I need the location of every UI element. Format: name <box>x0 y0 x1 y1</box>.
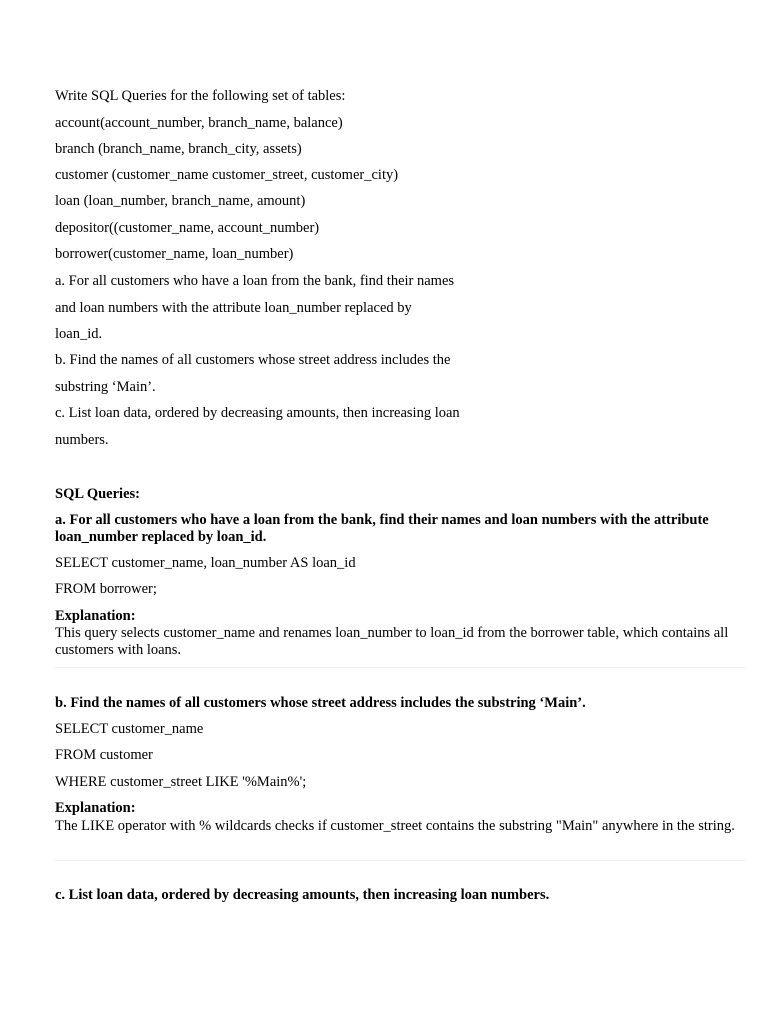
part-b-code-line1: SELECT customer_name <box>55 721 204 737</box>
part-a-explanation-label: Explanation: <box>55 608 136 624</box>
part-c-title: c. List loan data, ordered by decreasing amounts, then increasing loan numbers. <box>55 887 550 903</box>
part-b-title: b. Find the names of all customers whose street address includes the substring ‘Main’. <box>55 695 586 711</box>
schema-account: account(account_number, branch_name, balance) <box>55 115 343 131</box>
question-intro: Write SQL Queries for the following set of tables: <box>55 88 346 104</box>
section-divider <box>55 860 745 861</box>
answer-heading: SQL Queries: <box>55 486 140 502</box>
schema-loan: loan (loan_number, branch_name, amount) <box>55 193 306 209</box>
part-a-explanation: This query selects customer_name and renames loan_number to loan_id from the borrower table, which contains all customers with loans. <box>55 625 729 658</box>
question-a-line3: loan_id. <box>55 326 103 342</box>
part-a-code-line1: SELECT customer_name, loan_number AS loan_id <box>55 555 356 571</box>
schema-branch: branch (branch_name, branch_city, assets) <box>55 141 302 157</box>
question-b-line1: b. Find the names of all customers whose street address includes the <box>55 352 451 368</box>
question-c-line1: c. List loan data, ordered by decreasing amounts, then increasing loan <box>55 405 460 421</box>
part-b-code-line2: FROM customer <box>55 747 153 763</box>
part-b-explanation-label: Explanation: <box>55 800 136 816</box>
section-divider <box>55 667 745 668</box>
question-a-line2: and loan numbers with the attribute loan_number replaced by <box>55 300 412 316</box>
schema-borrower: borrower(customer_name, loan_number) <box>55 246 294 262</box>
schema-customer: customer (customer_name customer_street, customer_city) <box>55 167 399 183</box>
schema-depositor: depositor((customer_name, account_number) <box>55 220 320 236</box>
part-b-explanation: The LIKE operator with % wildcards checks if customer_street contains the substring "Main" anywhere in the string. <box>55 818 735 834</box>
question-a-line1: a. For all customers who have a loan from the bank, find their names <box>55 273 455 289</box>
part-a-code-line2: FROM borrower; <box>55 581 157 597</box>
question-b-line2: substring ‘Main’. <box>55 379 156 395</box>
question-c-line2: numbers. <box>55 432 109 448</box>
part-a-title: a. For all customers who have a loan from the bank, find their names and loan numbers with the attribute loan_number replaced by loan_id. <box>55 512 709 545</box>
part-b-code-line3: WHERE customer_street LIKE '%Main%'; <box>55 774 307 790</box>
